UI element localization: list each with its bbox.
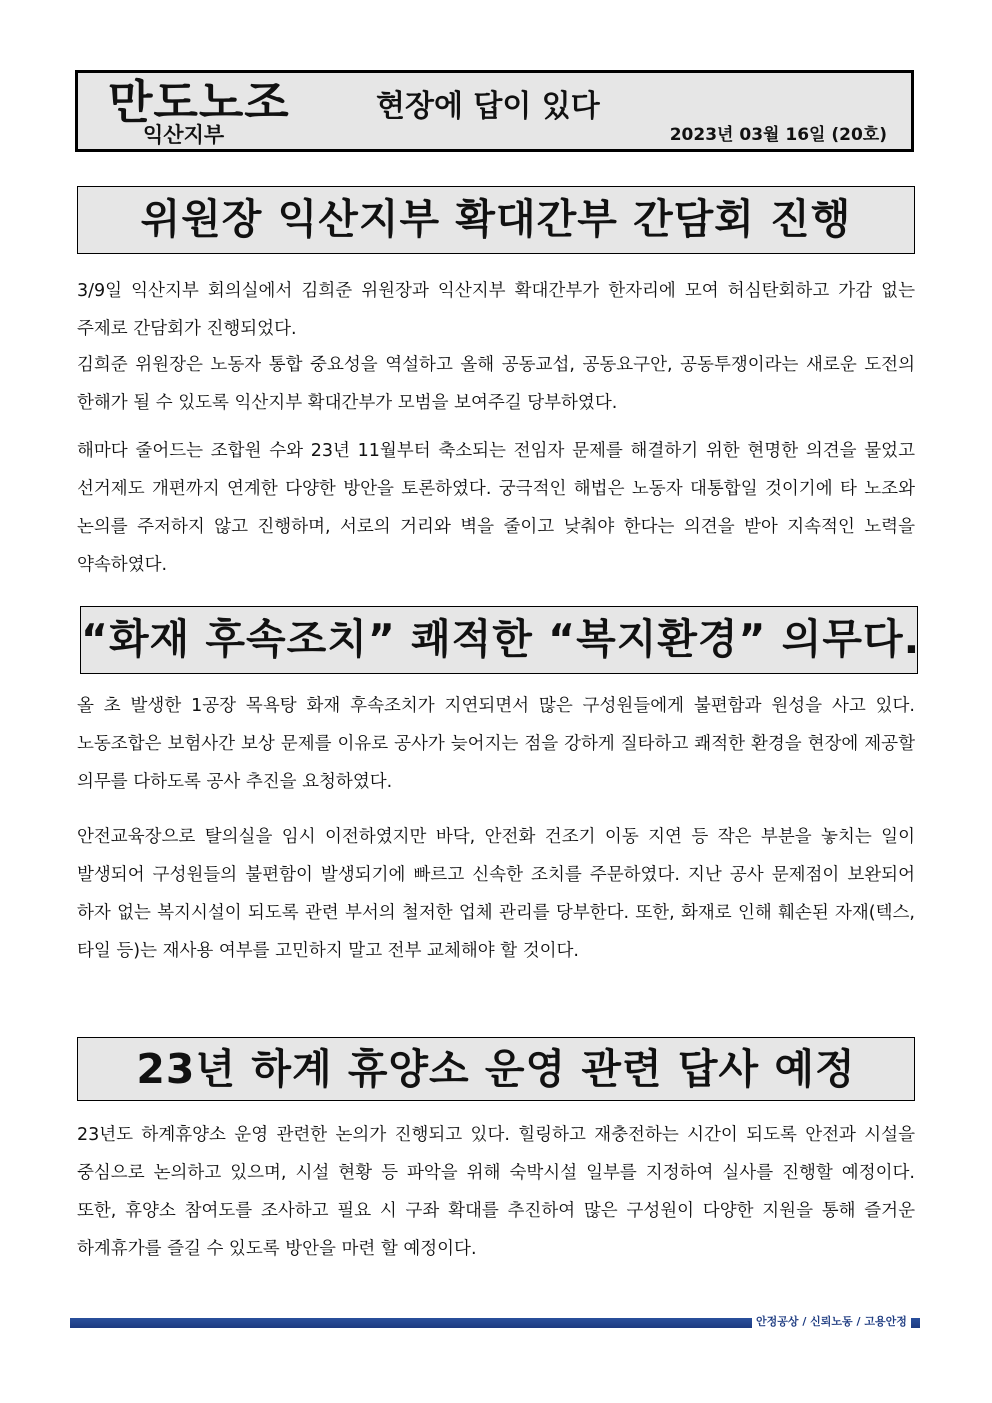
masthead: [75, 70, 914, 152]
union-name: 만도노조: [108, 75, 290, 129]
article-3-headline: 23년 하계 휴양소 운영 관련 답사 예정: [77, 1037, 915, 1101]
article-1-paragraph-2: 김희준 위원장은 노동자 통합 중요성을 역설하고 올해 공동교섭, 공동요구안, 공동투쟁이라는 새로운 도전의 한해가 될 수 있도록 익산지부 확대간부가 모범을 보여주길 당부하였다.: [77, 355, 915, 413]
issue-date: 2023년 03월 16일 (20호): [669, 125, 887, 145]
footer-motto: 안정공상 / 신뢰노동 / 고용안정: [752, 1313, 911, 1331]
article-1-paragraph-3: 해마다 줄어드는 조합원 수와 23년 11월부터 축소되는 전임자 문제를 해결하기 위한 현명한 의견을 물었고 선거제도 개편까지 연계한 다양한 방안을 토론하였다. 궁극적인 해법은 노동자 대통합일 것이기에 타 노조와 논의를 주저하지 않고 진행하며, 서로의 거리와 벽을 줄이고 낮춰야 한다는 의견을 받아 지속적인 노력을 약속하였다.: [77, 441, 915, 575]
branch-name: 익산지부: [143, 123, 225, 147]
article-1-paragraph-1: 3/9일 익산지부 회의실에서 김희준 위원장과 익산지부 확대간부가 한자리에 모여 허심탄회하고 가감 없는 주제로 간담회가 진행되었다.: [77, 281, 915, 339]
article-1-headline: 위원장 익산지부 확대간부 간담회 진행: [77, 186, 915, 254]
article-2-paragraph-1: 올 초 발생한 1공장 목욕탕 화재 후속조치가 지연되면서 많은 구성원들에게 불편함과 원성을 사고 있다. 노동조합은 보험사간 보상 문제를 이유로 공사가 늦어지는 점을 강하게 질타하고 쾌적한 환경을 현장에 제공할 의무를 다하도록 공사 추진을 요청하였다.: [77, 696, 915, 792]
article-3-paragraph-1: 23년도 하계휴양소 운영 관련한 논의가 진행되고 있다. 힐링하고 재충전하는 시간이 되도록 안전과 시설을 중심으로 논의하고 있으며, 시설 현황 등 파악을 위해 숙박시설 일부를 지정하여 실사를 진행할 예정이다. 또한, 휴양소 참여도를 조사하고 필요 시 구좌 확대를 추진하여 많은 구성원이 다양한 지원을 통해 즐거운 하계휴가를 즐길 수 있도록 방안을 마련 할 예정이다.: [77, 1125, 915, 1259]
slogan: 현장에 답이 있다: [376, 89, 600, 124]
article-2-paragraph-2: 안전교육장으로 탈의실을 임시 이전하였지만 바닥, 안전화 건조기 이동 지연 등 작은 부분을 놓치는 일이 발생되어 구성원들의 불편함이 발생되기에 빠르고 신속한 조치를 주문하였다. 지난 공사 문제점이 보완되어 하자 없는 복지시설이 되도록 관련 부서의 철저한 업체 관리를 당부한다. 또한, 화재로 인해 훼손된 자재(텍스, 타일 등)는 재사용 여부를 고민하지 말고 전부 교체해야 할 것이다.: [77, 827, 915, 961]
article-2-headline: “화재 후속조치” 쾌적한 “복지환경” 의무다.: [80, 606, 918, 674]
